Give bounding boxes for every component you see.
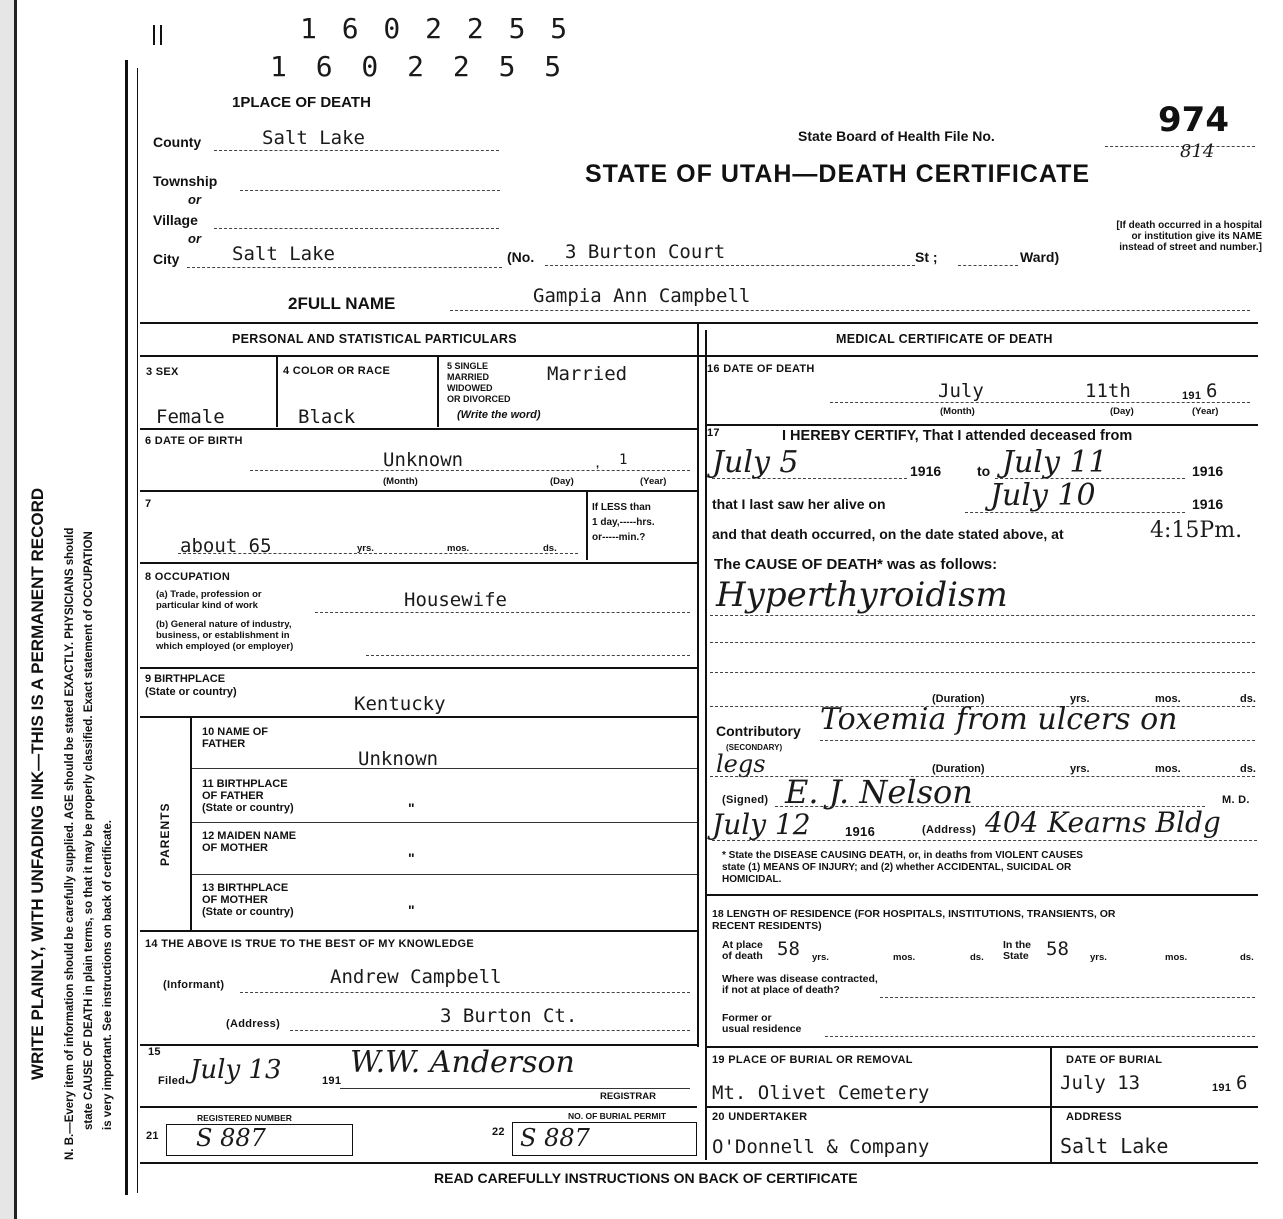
center-divider-lower <box>705 330 707 1160</box>
certify-number: 17 <box>707 427 720 439</box>
race-value: Black <box>298 406 356 428</box>
filed-year: 191 <box>322 1075 342 1087</box>
informant-line <box>240 992 690 993</box>
bottom-rule <box>140 1162 1258 1164</box>
tick-mark-1 <box>153 25 155 45</box>
contributory-value: Toxemia from ulcers on <box>820 702 1178 737</box>
informant-heading: 14 THE ABOVE IS TRUE TO THE BEST OF MY KNOWLEDGE <box>145 938 474 950</box>
township-line <box>240 190 500 191</box>
county-value: Salt Lake <box>262 127 365 149</box>
center-divider <box>697 322 699 1047</box>
county-line <box>214 150 499 151</box>
date-of-death-line <box>830 402 1250 403</box>
in-state-mos: mos. <box>1165 952 1188 963</box>
file-number-label: State Board of Health File No. <box>798 128 995 144</box>
file-number-alt: 814 <box>1180 141 1215 162</box>
mother-name-value: " <box>408 850 415 866</box>
certify-text: I HEREBY CERTIFY, That I attended deceased from <box>782 428 1133 444</box>
signed-label: (Signed) <box>722 794 769 806</box>
sign-address-line <box>712 840 1257 841</box>
informant-value: Andrew Campbell <box>330 966 502 988</box>
occupation-b-line <box>366 655 690 656</box>
undertaker-address-value: Salt Lake <box>1060 1134 1169 1158</box>
at-place-value: 58 <box>777 938 800 960</box>
row-rule-8 <box>140 1106 697 1108</box>
less-than-label: If LESS than 1 day,-----hrs. or-----min.? <box>592 502 655 543</box>
cause-value: Hyperthyroidism <box>716 575 1008 615</box>
village-label: Village <box>153 212 198 228</box>
contributory-line <box>820 740 1255 741</box>
dob-day-label: (Day) <box>550 476 574 487</box>
serial-number-second: 1 6 0 2 2 5 5 <box>270 50 568 83</box>
mother-birthplace-value: " <box>408 902 415 918</box>
informant-label: (Informant) <box>163 979 225 991</box>
row-rule-1 <box>140 428 697 430</box>
mother-name-label: 12 MAIDEN NAME OF MOTHER <box>202 830 297 854</box>
full-name-value: Gampia Ann Campbell <box>533 285 751 307</box>
attended-from-line <box>712 478 907 479</box>
sign-year: 1916 <box>845 824 876 839</box>
nb-side-note-2: state CAUSE OF DEATH in plain terms, so that it may be properly classified. Exact statement of OCCUPATION <box>83 531 95 1130</box>
sign-address-label: (Address) <box>922 824 977 836</box>
burial-permit-label: NO. OF BURIAL PERMIT <box>568 1111 667 1121</box>
cause-line-3 <box>710 672 1255 673</box>
footer-instructions: READ CAREFULLY INSTRUCTIONS ON BACK OF CERTIFICATE <box>434 1170 858 1186</box>
registered-number-prefix: 21 <box>146 1130 159 1142</box>
sign-address-value: 404 Kearns Bldg <box>985 806 1221 839</box>
former-residence-label: Former or usual residence <box>722 1012 802 1035</box>
duration-mos-2: mos. <box>1155 763 1181 775</box>
row-rule-2 <box>140 490 697 492</box>
burial-place-value: Mt. Olivet Cemetery <box>712 1082 930 1104</box>
street-value: 3 Burton Court <box>565 241 726 263</box>
burial-divider <box>1050 1046 1052 1162</box>
secondary-label: (SECONDARY) <box>726 743 783 752</box>
city-line <box>187 267 502 268</box>
undertaker-value: O'Donnell & Company <box>712 1136 930 1158</box>
filed-label: Filed <box>158 1075 186 1087</box>
race-marital-divider <box>437 357 439 427</box>
marital-hint: (Write the word) <box>457 409 541 421</box>
dod-month: July <box>938 380 984 402</box>
cause-footnote: * State the DISEASE CAUSING DEATH, or, in deaths from VIOLENT CAUSES state (1) MEANS OF INJURY; and (2) whether ACCIDENTAL, SUICIDAL OR HOMICIDAL. <box>722 850 1083 885</box>
registrar-signature: W.W. Anderson <box>350 1045 575 1080</box>
mother-rule <box>192 874 697 875</box>
age-value: about 65 <box>180 535 272 557</box>
contributory-label: Contributory <box>716 723 801 739</box>
county-label: County <box>153 134 202 150</box>
marital-label: 5 SINGLE MARRIED WIDOWED OR DIVORCED <box>447 361 511 404</box>
frame-left-line-2 <box>137 68 138 1193</box>
father-value: Unknown <box>358 748 439 770</box>
race-label: 4 COLOR OR RACE <box>283 365 391 377</box>
dob-mark: 1 <box>619 452 628 468</box>
last-saw-text: that I last saw her alive on <box>712 496 886 512</box>
father-birthplace-label: 11 BIRTHPLACE OF FATHER (State or country) <box>202 778 294 814</box>
cause-line-2 <box>710 642 1255 643</box>
street-line <box>545 265 915 266</box>
mother-birthplace-label: 13 BIRTHPLACE OF MOTHER (State or country) <box>202 882 294 918</box>
death-occurred-text: and that death occurred, on the date stated above, at <box>712 526 1064 542</box>
st-label: St ; <box>915 249 938 265</box>
father-bp-rule <box>192 822 697 823</box>
dob-month-label: (Month) <box>383 476 418 487</box>
burial-permit-value: S 887 <box>520 1124 590 1152</box>
father-label: 10 NAME OF FATHER <box>202 726 269 750</box>
at-place-mos: mos. <box>893 952 916 963</box>
dob-comma: , <box>596 458 600 470</box>
time-of-death: 4:15Pm. <box>1150 518 1243 543</box>
full-name-label: 2FULL NAME <box>288 294 396 313</box>
ward-line <box>958 265 1018 266</box>
township-label: Township <box>153 173 218 189</box>
informant-address-value: 3 Burton Ct. <box>440 1005 578 1027</box>
burial-date-label: DATE OF BURIAL <box>1066 1054 1163 1066</box>
burial-place-label: 19 PLACE OF BURIAL OR REMOVAL <box>712 1054 913 1066</box>
or-label-2: or <box>188 231 201 246</box>
dod-year-label: (Year) <box>1192 406 1219 417</box>
undertaker-address-label: ADDRESS <box>1066 1111 1122 1123</box>
in-state-ds: ds. <box>1240 952 1254 963</box>
contracted-label: Where was disease contracted, if not at place of death? <box>722 973 878 996</box>
last-saw-value: July 10 <box>990 478 1096 513</box>
city-label: City <box>153 251 180 267</box>
hospital-note: [If death occurred in a hospital or institution give its NAME instead of street and number.] <box>1116 220 1262 253</box>
md-label: M. D. <box>1222 794 1250 806</box>
sign-date: July 12 <box>712 808 811 841</box>
last-saw-line <box>965 512 1185 513</box>
birthplace-label: 9 BIRTHPLACE (State or country) <box>145 673 237 698</box>
record-side-note: WRITE PLAINLY, WITH UNFADING INK—THIS IS A PERMANENT RECORD <box>28 487 47 1080</box>
street-no-label: (No. <box>507 249 535 265</box>
personal-section-title: PERSONAL AND STATISTICAL PARTICULARS <box>232 332 517 346</box>
father-rule <box>192 768 697 769</box>
city-value: Salt Lake <box>232 243 335 265</box>
dod-day: 11th <box>1085 380 1131 402</box>
at-place-ds: ds. <box>970 952 984 963</box>
or-label-1: or <box>188 192 201 207</box>
to-year: 1916 <box>1192 463 1224 479</box>
residence-label: 18 LENGTH OF RESIDENCE (FOR HOSPITALS, INSTITUTIONS, TRANSIENTS, OR RECENT RESIDENTS) <box>712 908 1116 932</box>
burial-date-value: July 13 <box>1060 1072 1141 1094</box>
duration-mos-1: mos. <box>1155 693 1181 705</box>
dob-year-label: (Year) <box>640 476 667 487</box>
duration-ds-1: ds. <box>1240 693 1256 705</box>
registrar-line <box>340 1088 690 1089</box>
informant-address-label: (Address) <box>226 1018 281 1030</box>
row-rule-4 <box>140 667 697 669</box>
tick-mark-2 <box>160 25 162 45</box>
row-rule-6 <box>140 930 697 932</box>
father-birthplace-value: " <box>408 800 415 816</box>
registered-number-value: S 887 <box>196 1124 266 1152</box>
physician-signature: E. J. Nelson <box>785 773 973 811</box>
attended-from: July 5 <box>712 445 799 480</box>
serial-number-top: 1 6 0 2 2 5 5 <box>300 12 572 45</box>
place-of-death-label: 1PLACE OF DEATH <box>232 94 371 111</box>
age-number: 7 <box>145 498 152 510</box>
file-number-value: 974 <box>1158 100 1229 140</box>
medical-rule-1 <box>705 424 1258 426</box>
filed-number: 15 <box>148 1046 161 1058</box>
registrar-label: REGISTRAR <box>600 1091 656 1102</box>
birthplace-value: Kentucky <box>354 693 446 715</box>
informant-address-line <box>290 1030 690 1031</box>
occupation-b-label: (b) General nature of industry, business, or establishment in which employed (or employer) <box>156 619 294 652</box>
dod-day-label: (Day) <box>1110 406 1134 417</box>
registered-number-label: REGISTERED NUMBER <box>197 1113 292 1123</box>
dob-line <box>250 470 690 471</box>
dod-year-prefix: 191 <box>1182 390 1202 402</box>
burial-year-suffix: 6 <box>1236 1072 1248 1094</box>
nb-side-note-1: N. B.—Every item of information should be carefully supplied. AGE should be stated EXACTLY. PHYSICIANS should <box>64 527 76 1160</box>
top-rule <box>140 322 1258 324</box>
ward-label: Ward) <box>1020 249 1060 265</box>
medical-rule-2 <box>705 894 1258 896</box>
occupation-value: Housewife <box>404 589 507 611</box>
duration-label-2: (Duration) <box>932 763 985 775</box>
last-saw-year: 1916 <box>1192 496 1224 512</box>
duration-yrs-1: yrs. <box>1070 693 1090 705</box>
dob-label: 6 DATE OF BIRTH <box>145 435 243 447</box>
age-mos-label: mos. <box>447 543 470 554</box>
frame-left-line <box>125 60 128 1195</box>
full-name-line <box>450 310 1250 311</box>
undertaker-label: 20 UNDERTAKER <box>712 1111 808 1123</box>
former-residence-line <box>825 1036 1255 1037</box>
occupation-a-line <box>315 612 690 613</box>
burial-year-prefix: 191 <box>1212 1082 1232 1094</box>
attended-to: July 11 <box>1002 445 1108 480</box>
burial-permit-prefix: 22 <box>492 1126 505 1138</box>
contracted-line <box>880 997 1255 998</box>
cause-line-1 <box>710 615 1255 616</box>
sex-label: 3 SEX <box>146 366 179 378</box>
medical-rule-4 <box>705 1106 1258 1108</box>
in-state-label: In the State <box>1003 939 1031 962</box>
in-state-yrs: yrs. <box>1090 952 1107 963</box>
duration-ds-2: ds. <box>1240 763 1256 775</box>
contributory-value-2: legs <box>716 750 766 778</box>
marital-value: Married <box>547 363 628 385</box>
nb-side-note-3: is very important. See instructions on back of certificate. <box>102 820 114 1130</box>
medical-rule-3 <box>705 1046 1258 1048</box>
age-yrs-label: yrs. <box>357 543 374 554</box>
left-margin-strip <box>0 0 17 1219</box>
filed-value: July 13 <box>190 1055 282 1085</box>
at-place-yrs: yrs. <box>812 952 829 963</box>
occupation-a-label: (a) Trade, profession or particular kind of work <box>156 589 262 611</box>
row-rule-5 <box>140 716 697 718</box>
medical-section-title: MEDICAL CERTIFICATE OF DEATH <box>836 332 1053 346</box>
village-line <box>214 228 499 229</box>
occupation-label: 8 OCCUPATION <box>145 571 231 583</box>
parents-label: PARENTS <box>158 802 172 866</box>
from-year: 1916 <box>910 463 942 479</box>
age-less-divider <box>586 492 588 560</box>
dod-year-suffix: 6 <box>1206 380 1218 402</box>
row-rule-3 <box>140 562 697 564</box>
sex-race-divider <box>276 357 278 427</box>
in-state-value: 58 <box>1046 938 1069 960</box>
duration-yrs-2: yrs. <box>1070 763 1090 775</box>
duration-label-1: (Duration) <box>932 693 985 705</box>
dod-month-label: (Month) <box>940 406 975 417</box>
sex-value: Female <box>156 406 225 428</box>
cause-label: The CAUSE OF DEATH* was as follows: <box>714 556 998 573</box>
section-title-rule <box>140 355 1258 357</box>
parents-divider <box>190 718 192 930</box>
certificate-title: STATE OF UTAH—DEATH CERTIFICATE <box>585 160 1091 188</box>
dob-value: Unknown <box>383 449 464 471</box>
at-place-label: At place of death <box>722 939 763 962</box>
to-label: to <box>977 463 991 479</box>
date-of-death-label: 16 DATE OF DEATH <box>707 363 815 375</box>
age-ds-label: ds. <box>543 543 557 554</box>
